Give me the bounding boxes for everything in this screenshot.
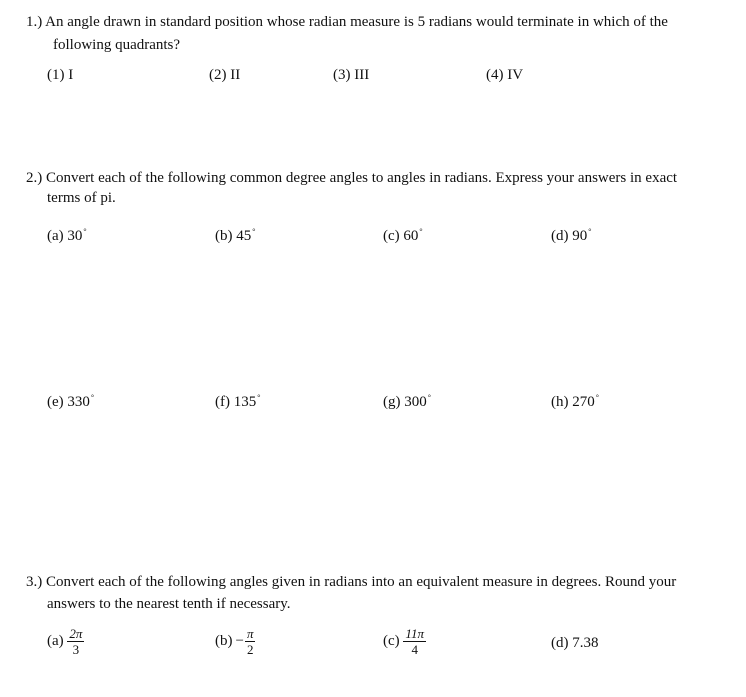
q1-choice-2: (2) II bbox=[209, 67, 241, 83]
q3-item-b bbox=[215, 626, 255, 657]
q1-choice-3: (3) III bbox=[333, 67, 370, 83]
q2-item-a: (a) 30° bbox=[47, 227, 87, 244]
fraction-numerator: π bbox=[246, 626, 254, 641]
fraction bbox=[67, 626, 84, 657]
fraction bbox=[403, 626, 426, 657]
q2-item-h: (h) 270° bbox=[551, 393, 599, 410]
fraction-denominator: 3 bbox=[72, 642, 80, 657]
fraction-denominator: 2 bbox=[246, 642, 254, 657]
q1-choice-1: (1) I bbox=[47, 67, 74, 83]
degree-symbol: ° bbox=[257, 393, 261, 402]
fraction bbox=[245, 626, 256, 657]
degree-symbol: ° bbox=[90, 393, 95, 402]
degree-symbol: ° bbox=[252, 227, 256, 236]
q1-text-line1: 1.) An angle drawn in standard position whose radian measure is 5 radians would terminate in which of the bbox=[26, 14, 668, 30]
q3-item-c bbox=[383, 626, 426, 657]
negative-sign: − bbox=[235, 633, 244, 649]
q3-item-c-label: (c) bbox=[383, 633, 400, 649]
q3-item-a bbox=[47, 626, 84, 657]
degree-symbol: ° bbox=[427, 393, 431, 402]
q2-text-line1: 2.) Convert each of the following common degree angles to angles in radians. Express your answers in exact bbox=[26, 170, 678, 186]
q3-item-b-label: (b) bbox=[215, 633, 233, 649]
degree-symbol: ° bbox=[83, 227, 87, 236]
degree-symbol: ° bbox=[595, 393, 599, 402]
q3-text-line1: 3.) Convert each of the following angles given in radians into an equivalent measure in degrees. Round your bbox=[26, 574, 677, 590]
q3-text-line2: answers to the nearest tenth if necessary. bbox=[47, 596, 291, 612]
q2-item-c: (c) 60° bbox=[383, 227, 423, 244]
q2-text-line2: terms of pi. bbox=[47, 190, 116, 206]
q3-item-a-label: (a) bbox=[47, 633, 64, 649]
fraction-denominator: 4 bbox=[411, 642, 418, 657]
q2-item-g: (g) 300° bbox=[383, 393, 431, 410]
fraction-numerator: 11π bbox=[405, 626, 424, 641]
fraction-numerator: 2π bbox=[69, 626, 83, 641]
q2-item-d: (d) 90° bbox=[551, 227, 592, 244]
q1-text-line2: following quadrants? bbox=[53, 37, 181, 53]
degree-symbol: ° bbox=[419, 227, 423, 236]
q2-item-f: (f) 135° bbox=[215, 393, 261, 410]
q2-item-e: (e) 330° bbox=[47, 393, 95, 410]
q1-choice-4: (4) IV bbox=[486, 67, 524, 83]
q2-item-b: (b) 45° bbox=[215, 227, 256, 244]
q3-item-d: (d) 7.38 bbox=[551, 635, 599, 651]
degree-symbol: ° bbox=[588, 227, 592, 236]
